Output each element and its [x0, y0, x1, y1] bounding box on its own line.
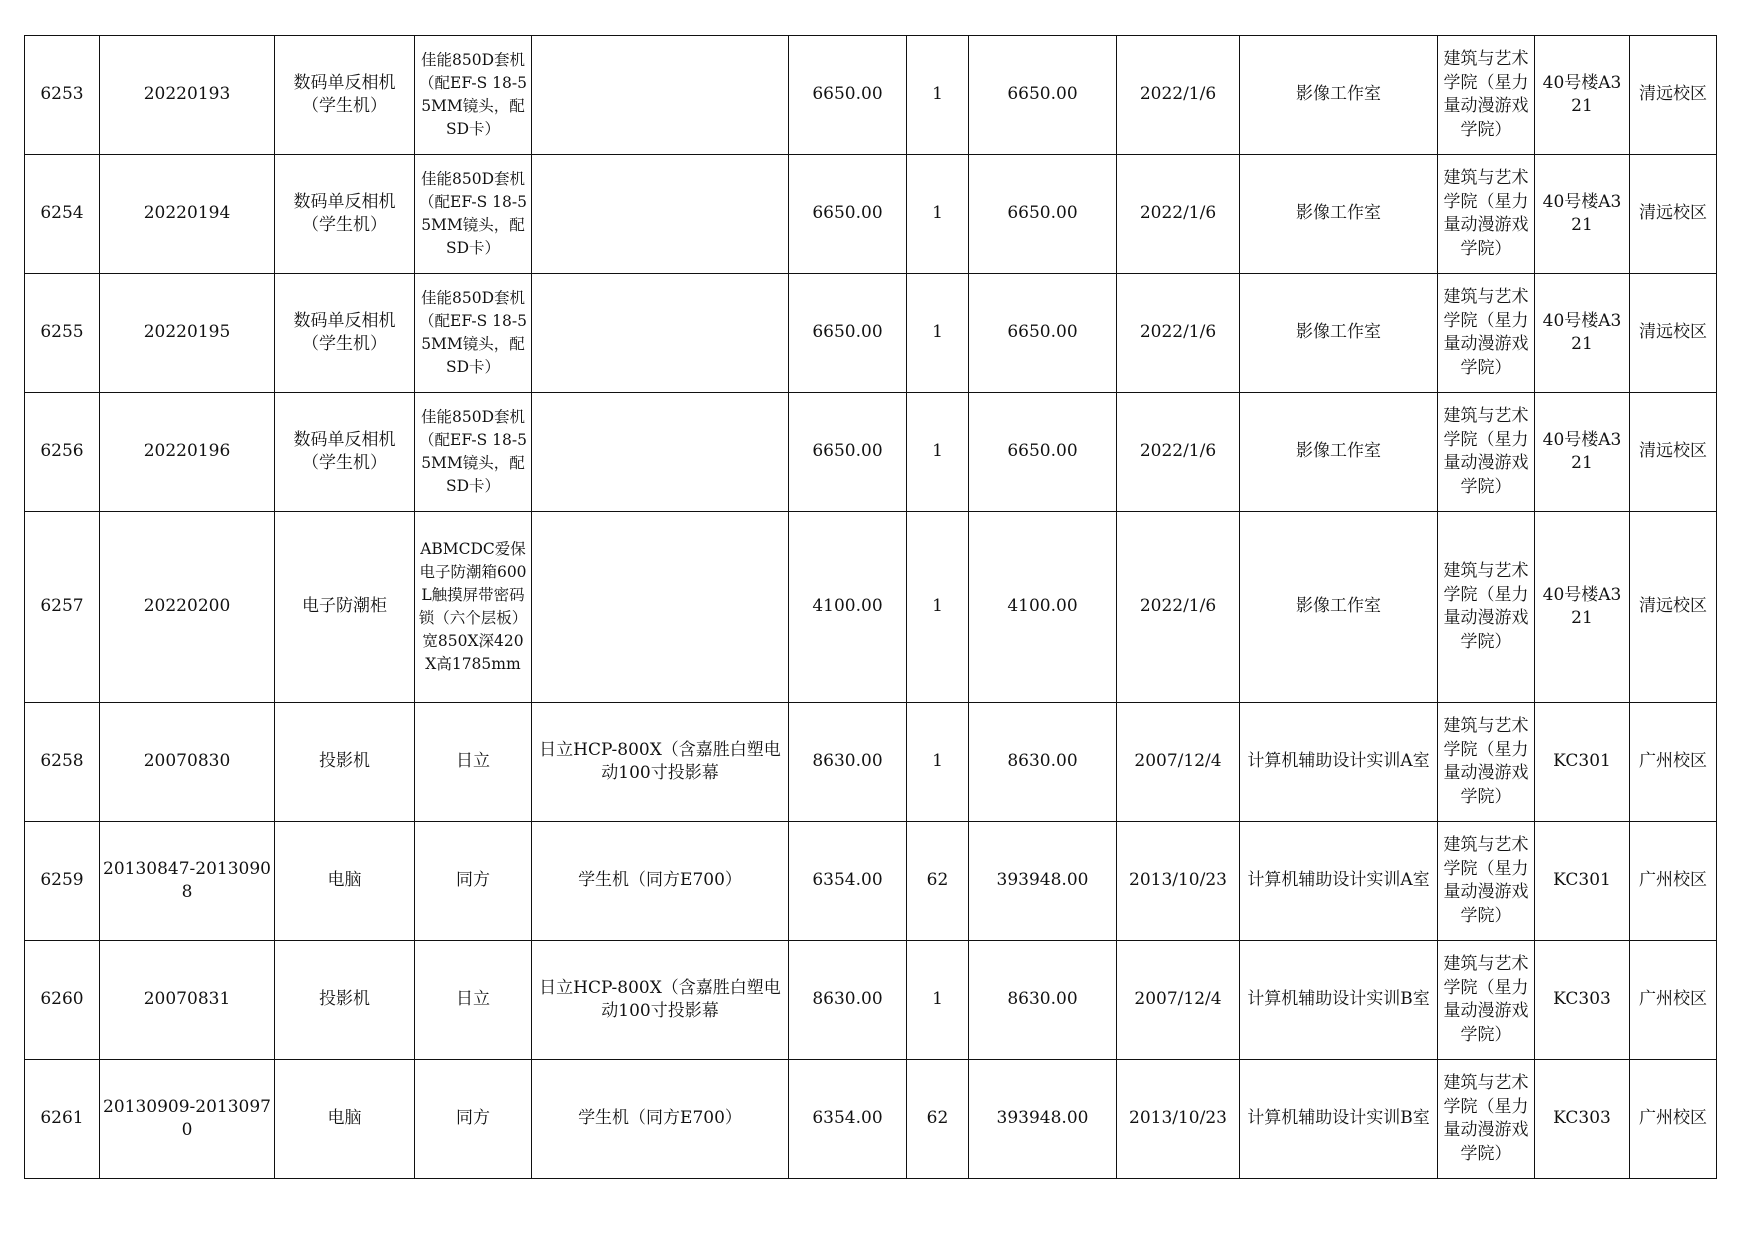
cell-unit-price: 8630.00 [789, 703, 907, 822]
cell-model [532, 274, 789, 393]
cell-qty: 62 [907, 822, 969, 941]
cell-name: 数码单反相机（学生机） [275, 393, 415, 512]
cell-date: 2022/1/6 [1117, 155, 1240, 274]
cell-name: 投影机 [275, 941, 415, 1060]
cell-model: 学生机（同方E700） [532, 822, 789, 941]
cell-campus: 广州校区 [1630, 941, 1717, 1060]
cell-room: 40号楼A321 [1535, 393, 1630, 512]
cell-asset-id: 20130847-20130908 [100, 822, 275, 941]
cell-date: 2022/1/6 [1117, 393, 1240, 512]
cell-model: 日立HCP-800X（含嘉胜白塑电动100寸投影幕 [532, 703, 789, 822]
cell-unit-price: 6354.00 [789, 822, 907, 941]
cell-room: KC303 [1535, 941, 1630, 1060]
cell-room: KC303 [1535, 1060, 1630, 1179]
cell-amount: 8630.00 [969, 941, 1117, 1060]
cell-name: 电脑 [275, 822, 415, 941]
cell-name: 数码单反相机（学生机） [275, 155, 415, 274]
cell-date: 2022/1/6 [1117, 36, 1240, 155]
table-row [25, 512, 1717, 703]
cell-brand: 佳能850D套机（配EF-S 18-55MM镜头，配SD卡） [415, 36, 532, 155]
cell-room: KC301 [1535, 822, 1630, 941]
cell-amount: 6650.00 [969, 274, 1117, 393]
cell-date: 2013/10/23 [1117, 1060, 1240, 1179]
cell-brand: 佳能850D套机（配EF-S 18-55MM镜头，配SD卡） [415, 155, 532, 274]
cell-lab: 影像工作室 [1240, 393, 1438, 512]
cell-room: 40号楼A321 [1535, 512, 1630, 703]
cell-date: 2007/12/4 [1117, 703, 1240, 822]
table-row [25, 822, 1717, 941]
cell-brand: 佳能850D套机（配EF-S 18-55MM镜头，配SD卡） [415, 274, 532, 393]
cell-no: 6253 [25, 36, 100, 155]
cell-no: 6254 [25, 155, 100, 274]
cell-lab: 计算机辅助设计实训A室 [1240, 822, 1438, 941]
cell-asset-id: 20220196 [100, 393, 275, 512]
table-row [25, 703, 1717, 822]
cell-qty: 1 [907, 512, 969, 703]
table-row [25, 274, 1717, 393]
cell-dept: 建筑与艺术学院（星力量动漫游戏学院） [1438, 512, 1535, 703]
cell-name: 电脑 [275, 1060, 415, 1179]
cell-campus: 广州校区 [1630, 703, 1717, 822]
cell-model [532, 512, 789, 703]
cell-qty: 1 [907, 703, 969, 822]
cell-amount: 6650.00 [969, 393, 1117, 512]
cell-qty: 1 [907, 941, 969, 1060]
cell-room: 40号楼A321 [1535, 155, 1630, 274]
cell-asset-id: 20220193 [100, 36, 275, 155]
cell-unit-price: 4100.00 [789, 512, 907, 703]
cell-dept: 建筑与艺术学院（星力量动漫游戏学院） [1438, 822, 1535, 941]
cell-date: 2022/1/6 [1117, 274, 1240, 393]
cell-lab: 影像工作室 [1240, 36, 1438, 155]
cell-name: 数码单反相机（学生机） [275, 274, 415, 393]
cell-model: 学生机（同方E700） [532, 1060, 789, 1179]
cell-lab: 影像工作室 [1240, 155, 1438, 274]
cell-no: 6260 [25, 941, 100, 1060]
cell-lab: 计算机辅助设计实训A室 [1240, 703, 1438, 822]
cell-asset-id: 20220194 [100, 155, 275, 274]
cell-dept: 建筑与艺术学院（星力量动漫游戏学院） [1438, 1060, 1535, 1179]
cell-amount: 393948.00 [969, 822, 1117, 941]
cell-lab: 影像工作室 [1240, 274, 1438, 393]
cell-dept: 建筑与艺术学院（星力量动漫游戏学院） [1438, 941, 1535, 1060]
cell-model [532, 36, 789, 155]
cell-campus: 清远校区 [1630, 36, 1717, 155]
cell-asset-id: 20220200 [100, 512, 275, 703]
table-row [25, 1060, 1717, 1179]
cell-campus: 清远校区 [1630, 512, 1717, 703]
cell-campus: 广州校区 [1630, 1060, 1717, 1179]
cell-qty: 1 [907, 36, 969, 155]
cell-campus: 清远校区 [1630, 155, 1717, 274]
cell-date: 2007/12/4 [1117, 941, 1240, 1060]
cell-no: 6256 [25, 393, 100, 512]
equipment-table [24, 35, 1717, 1179]
cell-name: 电子防潮柜 [275, 512, 415, 703]
cell-unit-price: 6650.00 [789, 274, 907, 393]
cell-unit-price: 6650.00 [789, 393, 907, 512]
cell-dept: 建筑与艺术学院（星力量动漫游戏学院） [1438, 36, 1535, 155]
cell-model [532, 393, 789, 512]
cell-qty: 1 [907, 393, 969, 512]
cell-model: 日立HCP-800X（含嘉胜白塑电动100寸投影幕 [532, 941, 789, 1060]
cell-no: 6258 [25, 703, 100, 822]
cell-brand: 佳能850D套机（配EF-S 18-55MM镜头，配SD卡） [415, 393, 532, 512]
cell-asset-id: 20130909-20130970 [100, 1060, 275, 1179]
cell-no: 6257 [25, 512, 100, 703]
cell-date: 2013/10/23 [1117, 822, 1240, 941]
table-row [25, 155, 1717, 274]
cell-date: 2022/1/6 [1117, 512, 1240, 703]
cell-amount: 6650.00 [969, 155, 1117, 274]
cell-name: 投影机 [275, 703, 415, 822]
cell-unit-price: 6650.00 [789, 155, 907, 274]
cell-brand: 日立 [415, 941, 532, 1060]
cell-campus: 清远校区 [1630, 393, 1717, 512]
cell-room: 40号楼A321 [1535, 274, 1630, 393]
cell-asset-id: 20220195 [100, 274, 275, 393]
cell-room: KC301 [1535, 703, 1630, 822]
cell-asset-id: 20070831 [100, 941, 275, 1060]
cell-amount: 393948.00 [969, 1060, 1117, 1179]
cell-name: 数码单反相机（学生机） [275, 36, 415, 155]
cell-qty: 1 [907, 274, 969, 393]
cell-amount: 8630.00 [969, 703, 1117, 822]
cell-brand: 同方 [415, 822, 532, 941]
cell-dept: 建筑与艺术学院（星力量动漫游戏学院） [1438, 703, 1535, 822]
cell-brand: 日立 [415, 703, 532, 822]
cell-campus: 广州校区 [1630, 822, 1717, 941]
cell-no: 6261 [25, 1060, 100, 1179]
cell-unit-price: 6354.00 [789, 1060, 907, 1179]
cell-model [532, 155, 789, 274]
table-row [25, 36, 1717, 155]
cell-brand: ABMCDC爱保电子防潮箱600L触摸屏带密码锁（六个层板）宽850X深420X高1785mm [415, 512, 532, 703]
cell-no: 6255 [25, 274, 100, 393]
cell-dept: 建筑与艺术学院（星力量动漫游戏学院） [1438, 274, 1535, 393]
cell-amount: 4100.00 [969, 512, 1117, 703]
cell-dept: 建筑与艺术学院（星力量动漫游戏学院） [1438, 393, 1535, 512]
cell-qty: 1 [907, 155, 969, 274]
cell-room: 40号楼A321 [1535, 36, 1630, 155]
cell-amount: 6650.00 [969, 36, 1117, 155]
cell-dept: 建筑与艺术学院（星力量动漫游戏学院） [1438, 155, 1535, 274]
cell-qty: 62 [907, 1060, 969, 1179]
table-row [25, 393, 1717, 512]
cell-unit-price: 6650.00 [789, 36, 907, 155]
table-row [25, 941, 1717, 1060]
cell-lab: 计算机辅助设计实训B室 [1240, 941, 1438, 1060]
cell-asset-id: 20070830 [100, 703, 275, 822]
cell-lab: 计算机辅助设计实训B室 [1240, 1060, 1438, 1179]
cell-unit-price: 8630.00 [789, 941, 907, 1060]
cell-no: 6259 [25, 822, 100, 941]
cell-lab: 影像工作室 [1240, 512, 1438, 703]
cell-brand: 同方 [415, 1060, 532, 1179]
cell-campus: 清远校区 [1630, 274, 1717, 393]
